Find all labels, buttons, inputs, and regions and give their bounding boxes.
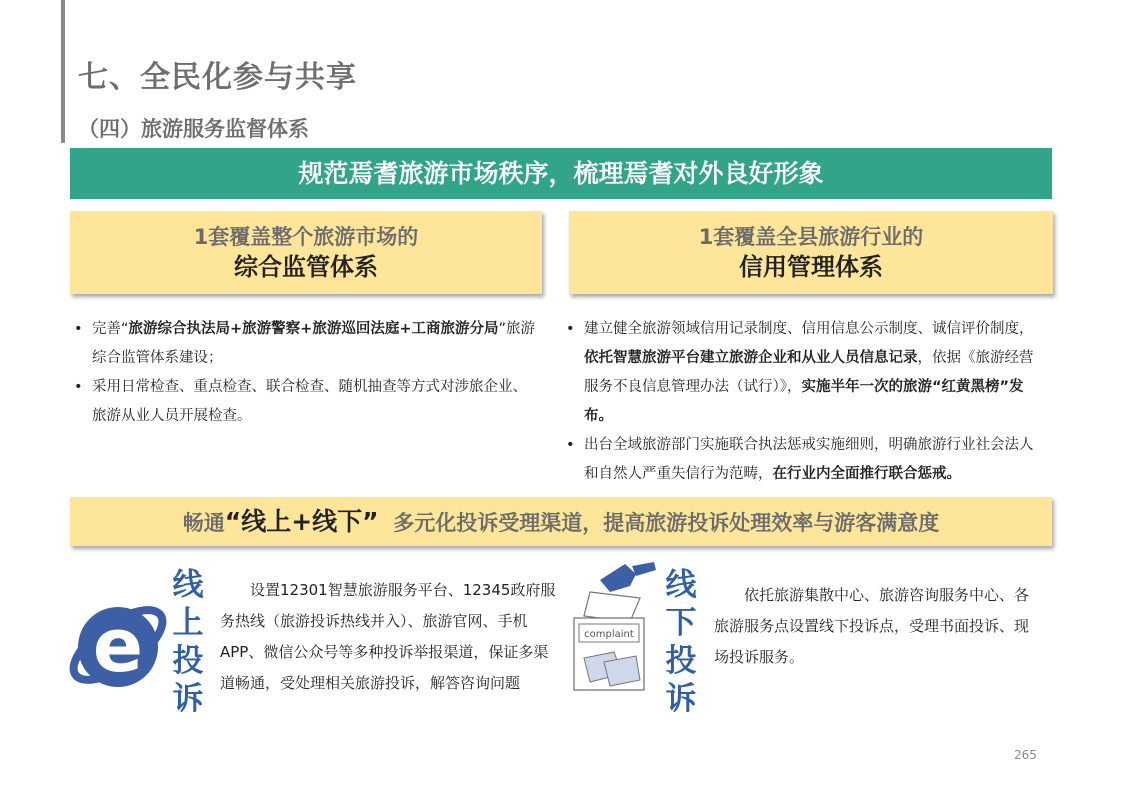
- card-supervision-system: [70, 211, 542, 294]
- credit-bullet-list: [562, 315, 1040, 495]
- supervision-bullet-list: [70, 315, 538, 431]
- card-credit-system: [569, 211, 1053, 294]
- card-line2: 信用管理体系: [739, 253, 883, 281]
- offline-complaint-text: 依托旅游集散中心、旅游咨询服务中心、各旅游服务点设置线下投诉点，受理书面投诉、现场投诉服务。: [714, 586, 1030, 666]
- page-title: 七、全民化参与共享: [78, 60, 357, 95]
- list-item: • 完善“旅游综合执法局+旅游警察+旅游巡回法庭+工商旅游分局”旅游综合监管体系建设；: [70, 315, 538, 373]
- list-item: • 出台全域旅游部门实施联合执法惩戒实施细则，明确旅游行业社会法人和自然人严重失信行为范畴，在行业内全面推行联合惩戒。: [562, 431, 1040, 489]
- title-accent-bar: [61, 0, 65, 143]
- online-complaint-label: 线 上 投 诉: [172, 567, 204, 717]
- list-item: • 建立健全旅游领域信用记录制度、信用信息公示制度、诚信评价制度，依托智慧旅游平台建立旅游企业和从业人员信息记录，依据《旅游经营服务不良信息管理办法（试行）》，实施半年一次的旅游“红黄黑榜”发布。: [562, 315, 1040, 431]
- complaint-channel-bar: [70, 497, 1052, 546]
- online-complaint-text: 设置12301智慧旅游服务平台、12345政府服务热线（旅游投诉热线并入）、旅游官网、手机APP、微信公众号等多种投诉举报渠道，保证多渠道畅通，受处理相关旅游投诉，解答咨询问题: [220, 581, 556, 692]
- page-number: 265: [1014, 748, 1037, 762]
- bar-suffix: 多元化投诉受理渠道，提高旅游投诉处理效率与游客满意度: [393, 511, 940, 535]
- bar-emphasis: “线上+线下”: [224, 507, 379, 536]
- internet-explorer-icon: [66, 585, 171, 703]
- theme-banner: 规范焉耆旅游市场秩序，梳理焉耆对外良好形象: [70, 148, 1052, 199]
- page-subtitle: （四）旅游服务监督体系: [78, 117, 309, 141]
- svg-text:complaint: complaint: [584, 629, 634, 640]
- list-item: • 采用日常检查、重点检查、联合检查、随机抽查等方式对涉旅企业、旅游从业人员开展检查。: [70, 373, 538, 431]
- complaint-box-icon: [570, 562, 662, 694]
- offline-complaint-label: 线 下 投 诉: [665, 567, 697, 717]
- bar-prefix: 畅通: [182, 511, 225, 535]
- card-line1: 1套覆盖整个旅游市场的: [193, 225, 419, 249]
- card-line2: 综合监管体系: [234, 253, 378, 281]
- svg-text:e: e: [92, 603, 144, 689]
- card-line1: 1套覆盖全县旅游行业的: [698, 225, 924, 249]
